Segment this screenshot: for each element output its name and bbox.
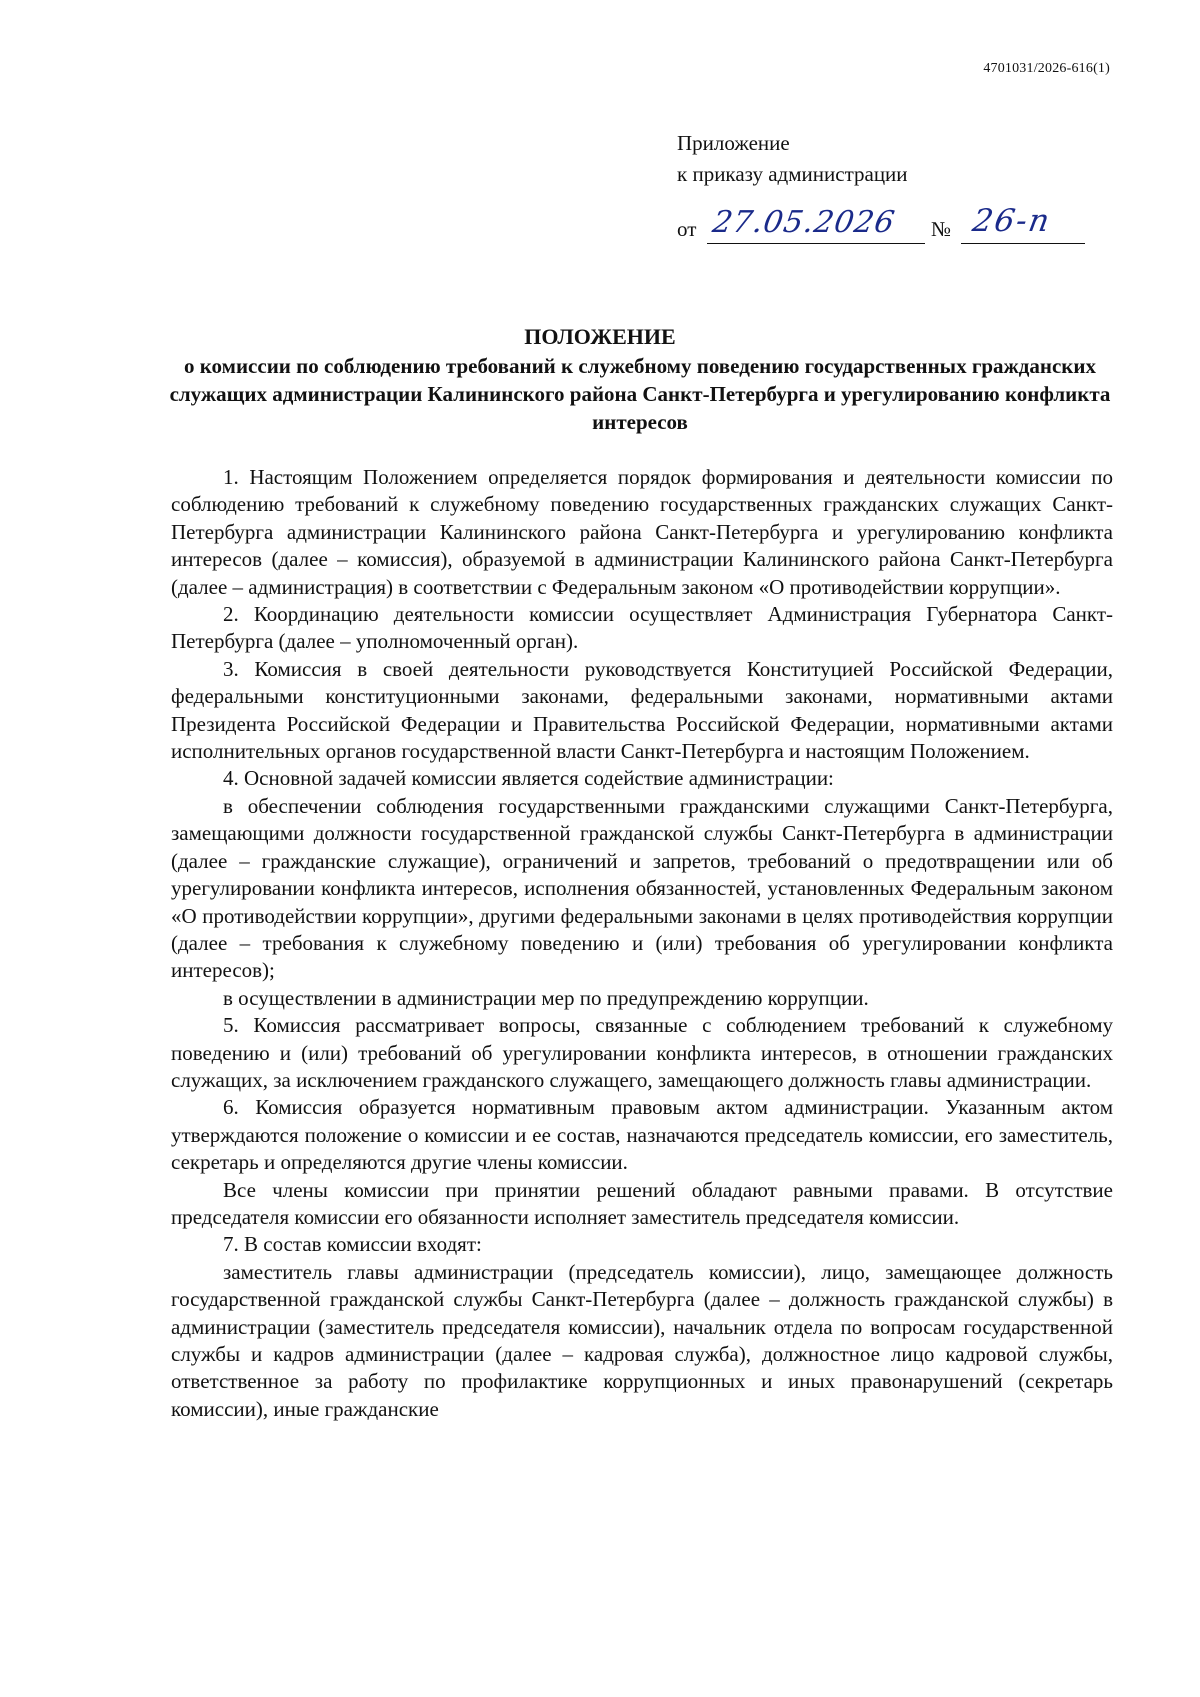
- paragraph: в обеспечении соблюдения государственными гражданскими служащими Санкт-Петербурга, замещающими должности государственной гражданской службы Санкт-Петербурга в администрации (далее – гражданские служащие), ограничений и запретов, требований о предотвращении или об урегулировании конфликта интересов, исполнения обязанностей, установленных Федеральным законом «О противодействии коррупции», другими федеральными законами в целях противодействия коррупции (далее – требования к служебному поведению и (или) требования об урегулировании конфликта интересов);: [171, 793, 1113, 983]
- order-number-label: №: [931, 217, 952, 241]
- appendix-reference: к приказу администрации: [677, 162, 908, 186]
- paragraph: 6. Комиссия образуется нормативным правовым актом администрации. Указанным актом утверждаются положение о комиссии и ее состав, назначаются председатель комиссии, его заместитель, секретарь и определяются другие члены комиссии.: [171, 1095, 1113, 1175]
- appendix-label: Приложение: [677, 131, 790, 155]
- paragraph: 1. Настоящим Положением определяется порядок формирования и деятельности комиссии по соблюдению требований к служебному поведению государственных гражданских служащих Санкт-Петербурга администрации Калининского района Санкт-Петербурга и урегулированию конфликта интересов (далее – комиссия), образуемой в администрации Калининского района Санкт-Петербурга (далее – администрация) в соответствии с Федеральным законом «О противодействии коррупции».: [171, 465, 1113, 599]
- paragraph: заместитель главы администрации (председатель комиссии), лицо, замещающее должность государственной гражданской службы Санкт-Петербурга (далее – должность гражданской службы) в администрации (заместитель председателя комиссии), начальник отдела по вопросам государственной службы и кадров администрации (далее – кадровая служба), должностное лицо кадровой службы, ответственное за работу по профилактике коррупционных и иных правонарушений (секретарь комиссии), иные гражданские: [171, 1259, 1113, 1421]
- paragraph: Все члены комиссии при принятии решений обладают равными правами. В отсутствие председателя комиссии его обязанности исполняет заместитель председателя комиссии.: [171, 1177, 1113, 1229]
- paragraph: 7. В состав комиссии входят:: [223, 1232, 482, 1257]
- paragraph: в осуществлении в администрации мер по предупреждению коррупции.: [223, 985, 869, 1010]
- paragraph: 5. Комиссия рассматривает вопросы, связанные с соблюдением требований к служебному поведению и (или) требований об урегулировании конфликта интересов, в отношении гражданских служащих, за исключением гражданского служащего, замещающего должность главы администрации.: [171, 1013, 1113, 1092]
- order-reference-line: [677, 205, 1097, 249]
- order-number-underline: [961, 243, 1085, 244]
- appendix-block: [677, 128, 908, 190]
- order-date-underline: [707, 243, 925, 244]
- paragraph: 3. Комиссия в своей деятельности руководствуется Конституцией Российской Федерации, федеральными конституционными законами, федеральными законами, нормативными актами Президента Российской Федерации и Правительства Российской Федерации, нормативными актами исполнительных органов государственной власти Санкт-Петербурга и настоящим Положением.: [171, 656, 1113, 764]
- paragraph: 4. Основной задачей комиссии является содействие администрации:: [223, 766, 834, 791]
- order-date-handwritten: 27.05.2026: [709, 205, 898, 240]
- document-body: [171, 464, 1113, 1423]
- paragraph: 2. Координацию деятельности комиссии осуществляет Администрация Губернатора Санкт-Петербурга (далее – уполномоченный орган).: [171, 602, 1113, 654]
- order-number-handwritten: 26-п: [969, 203, 1055, 239]
- order-date-label: от: [677, 217, 697, 241]
- document-title: ПОЛОЖЕНИЕ: [524, 324, 676, 349]
- document-subtitle: о комиссии по соблюдению требований к служебному поведению государственных гражданских служащих администрации Калининского района Санкт-Петербурга и урегулированию конфликта интересов: [169, 354, 1111, 434]
- document-registration-code: 4701031/2026-616(1): [983, 61, 1110, 76]
